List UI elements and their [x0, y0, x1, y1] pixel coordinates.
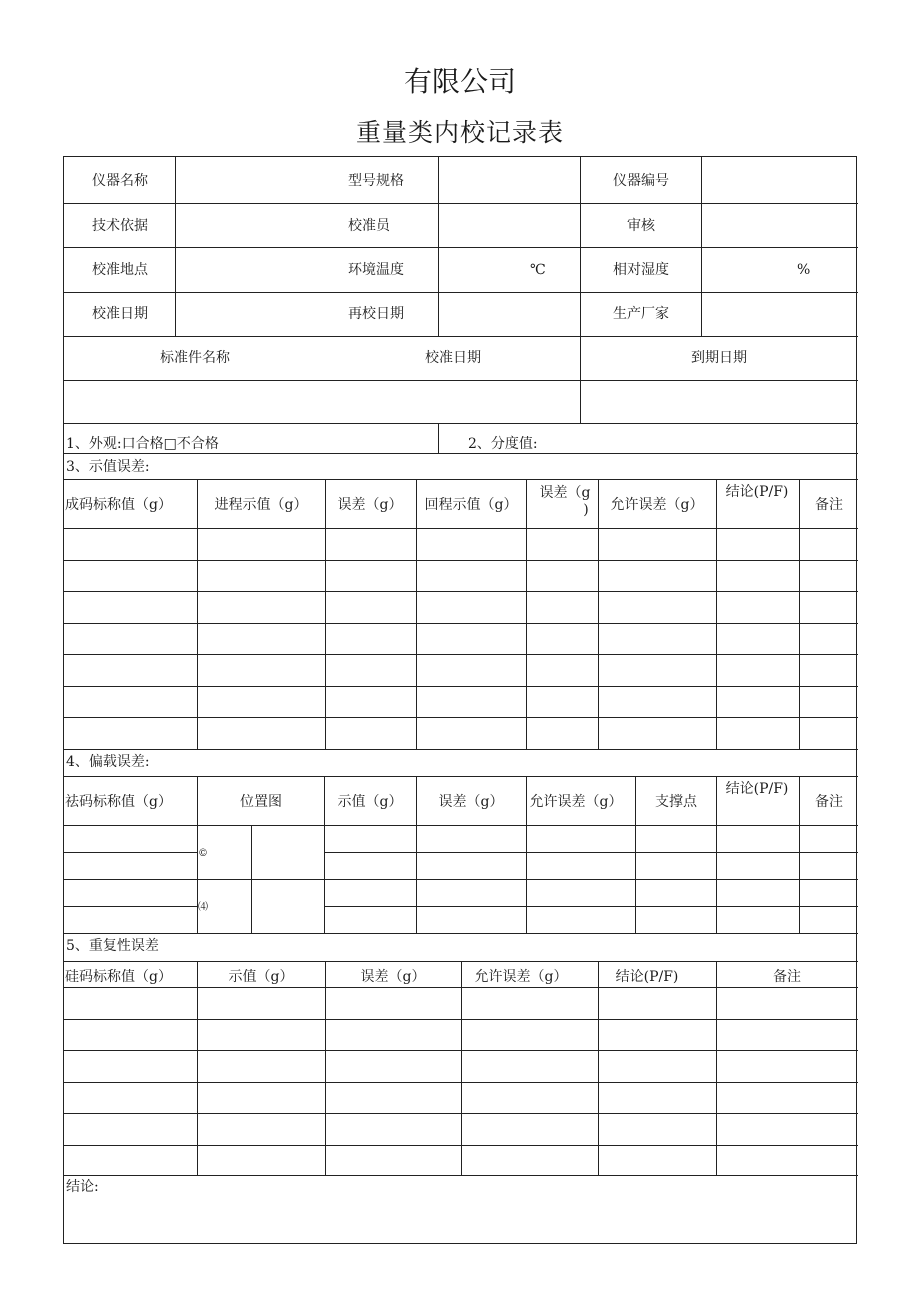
- col-divider: [716, 776, 717, 933]
- s3-header-error-2-paren: ): [583, 502, 589, 518]
- s3-header-nominal: 成码标称值（g）: [65, 497, 172, 513]
- row-divider: [64, 479, 858, 480]
- s3-header-result: 结论(P/F): [725, 484, 789, 500]
- label-standard-cal-date: 校准日期: [425, 350, 481, 366]
- s4-header-remarks: 备注: [815, 794, 843, 810]
- row-divider: [64, 203, 858, 204]
- s4-header-nominal: 祛码标称值（g）: [65, 794, 172, 810]
- s5-header-reading: 示值（g）: [228, 969, 294, 985]
- col-divider: [461, 961, 462, 1175]
- temp-unit: ℃: [530, 262, 546, 278]
- row-divider: [324, 906, 858, 907]
- col-divider: [701, 157, 702, 336]
- col-divider: [324, 776, 325, 933]
- label-location: 校准地点: [92, 262, 148, 278]
- s5-header-result: 结论(P/F): [615, 969, 679, 985]
- col-divider: [175, 157, 176, 336]
- col-divider: [716, 961, 717, 1175]
- row-divider: [64, 654, 858, 655]
- label-recal-date: 再校日期: [348, 306, 404, 322]
- row-divider: [64, 292, 858, 293]
- s4-header-result: 结论(P/F): [725, 781, 789, 797]
- label-instrument-no: 仪器编号: [613, 173, 669, 189]
- row-divider: [64, 623, 858, 624]
- appearance-check: 1、外观:口合格□不合格: [66, 436, 219, 452]
- position-mark-2: ⑷: [198, 902, 208, 913]
- s5-header-nominal: 硅码标称值（g）: [65, 969, 172, 985]
- label-env-temp: 环境温度: [348, 262, 404, 278]
- row-divider: [64, 591, 858, 592]
- s4-header-support: 支撑点: [655, 794, 697, 810]
- row-divider: [64, 453, 858, 454]
- s3-header-tolerance: 允许误差（g）: [610, 497, 704, 513]
- label-reviewer: 审核: [627, 218, 655, 234]
- row-divider: [64, 560, 858, 561]
- col-divider: [526, 479, 527, 749]
- section-5-title: 5、重复性误差: [66, 938, 159, 954]
- section-3-title: 3、示值误差:: [66, 459, 150, 475]
- s3-header-down-reading: 回程示值（g）: [424, 497, 518, 513]
- col-divider: [197, 479, 198, 749]
- s5-header-remarks: 备注: [773, 969, 801, 985]
- col-divider: [635, 776, 636, 933]
- s3-header-up-reading: 进程示值（g）: [214, 497, 308, 513]
- col-divider: [251, 825, 252, 933]
- col-divider: [438, 157, 439, 336]
- row-divider: [64, 247, 858, 248]
- row-divider: [64, 717, 858, 718]
- humidity-unit: %: [797, 262, 811, 278]
- label-cal-date: 校准日期: [92, 306, 148, 322]
- label-calibrator: 校准员: [348, 218, 390, 234]
- col-divider: [416, 479, 417, 749]
- col-divider: [799, 776, 800, 933]
- col-divider: [325, 961, 326, 1175]
- row-divider: [64, 906, 197, 907]
- col-divider: [716, 479, 717, 749]
- col-divider: [526, 776, 527, 933]
- s4-header-error: 误差（g）: [438, 794, 504, 810]
- col-divider: [438, 423, 439, 453]
- s5-header-tolerance: 允许误差（g）: [474, 969, 568, 985]
- col-divider: [598, 479, 599, 749]
- row-divider: [64, 852, 197, 853]
- label-model-spec: 型号规格: [348, 173, 404, 189]
- col-divider: [598, 961, 599, 1175]
- row-divider: [64, 933, 858, 934]
- row-divider: [64, 749, 858, 750]
- company-name: 有限公司: [403, 65, 516, 98]
- label-humidity: 相对湿度: [613, 262, 669, 278]
- form-title: 重量类内校记录表: [355, 118, 564, 147]
- record-form: [63, 156, 857, 1244]
- s4-header-reading: 示值（g）: [337, 794, 403, 810]
- row-divider: [64, 423, 858, 424]
- s4-header-position: 位置图: [240, 794, 282, 810]
- row-divider: [64, 776, 858, 777]
- row-divider: [64, 336, 858, 337]
- label-manufacturer: 生产厂家: [613, 306, 669, 322]
- row-divider: [64, 380, 858, 381]
- col-divider: [325, 479, 326, 749]
- position-mark-1: ©: [198, 848, 208, 859]
- row-divider: [64, 528, 858, 529]
- row-divider: [64, 879, 858, 880]
- col-divider: [580, 157, 581, 423]
- row-divider: [324, 852, 858, 853]
- label-standard-expiry: 到期日期: [691, 350, 747, 366]
- col-divider: [799, 479, 800, 749]
- s5-header-error: 误差（g）: [360, 969, 426, 985]
- s4-header-tolerance: 允许误差（g）: [529, 794, 623, 810]
- row-divider: [64, 686, 858, 687]
- col-divider: [197, 961, 198, 1175]
- section-4-title: 4、偏载误差:: [66, 754, 150, 770]
- resolution-label: 2、分度值:: [468, 436, 538, 452]
- s3-header-error-2: 误差（g: [539, 485, 591, 501]
- conclusion-label: 结论:: [66, 1179, 99, 1195]
- row-divider: [64, 1175, 858, 1176]
- label-instrument-name: 仪器名称: [92, 173, 148, 189]
- label-standard-name: 标准件名称: [160, 350, 230, 366]
- label-tech-basis: 技术依据: [92, 218, 148, 234]
- col-divider: [416, 776, 417, 933]
- row-divider: [64, 825, 858, 826]
- s3-header-remarks: 备注: [815, 497, 843, 513]
- s3-header-error-1: 误差（g）: [337, 497, 403, 513]
